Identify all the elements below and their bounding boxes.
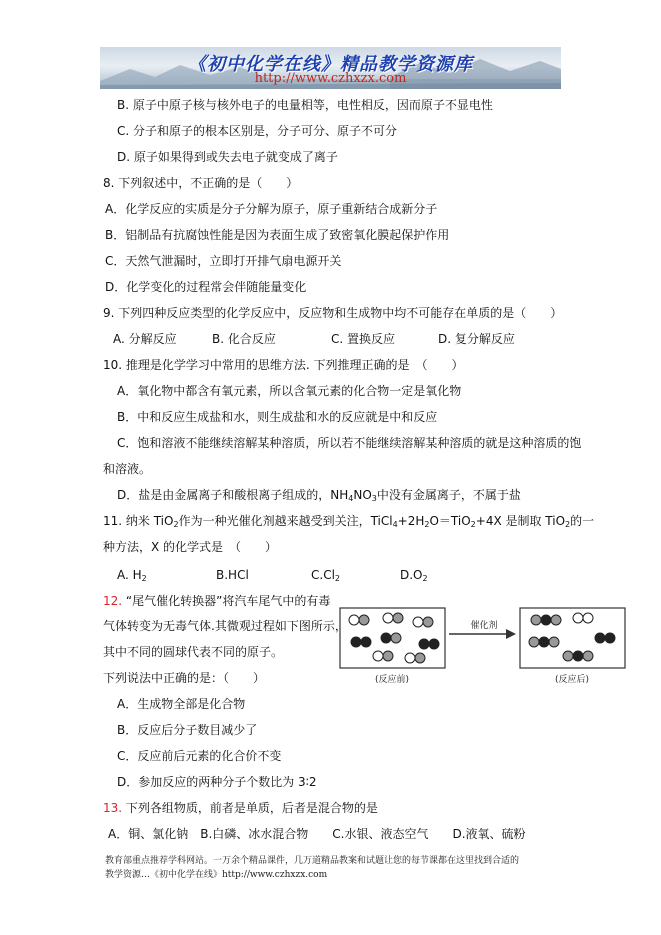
q11-option-a-text: A. H: [117, 568, 142, 582]
q7-option-c: C. 分子和原子的根本区别是，分子可分、原子不可分: [117, 124, 398, 138]
q10-option-c-line2: 和溶液。: [103, 462, 152, 476]
q11-option-a: [117, 567, 147, 587]
reaction-diagram: [338, 606, 630, 686]
q9-option-b: B. 化合反应: [212, 332, 276, 346]
q10-option-b: B．中和反应生成盐和水，则生成盐和水的反应就是中和反应: [117, 410, 438, 424]
after-label: (反应后): [554, 675, 590, 685]
q11-text: 作为一种光催化剂越来越受到关注，TiCl: [178, 514, 393, 528]
q9-option-d: D. 复分解反应: [438, 332, 515, 346]
q11-stem-line2: 种方法，X 的化学式是 （ ）: [103, 540, 278, 554]
subscript: 4: [348, 494, 354, 503]
q12-option-b: B．反应后分子数目减少了: [117, 723, 258, 737]
q8-option-d: D．化学变化的过程常会伴随能量变化: [105, 280, 307, 294]
q13-options: A．铜、氯化钠 B.白磷、冰水混合物 C.水银、液态空气 D.液氧、硫粉: [108, 827, 526, 841]
q12-option-c: C．反应前后元素的化合价不变: [117, 749, 282, 763]
q12-option-d: D．参加反应的两种分子个数比为 3∶2: [117, 775, 317, 789]
q11-text: +4X 是制取 TiO: [475, 514, 566, 528]
q11-option-d: [400, 567, 428, 587]
subscript: 3: [371, 494, 377, 503]
q10-option-c-line1: C．饱和溶液不能继续溶解某种溶质，所以若不能继续溶解某种溶质的就是这种溶质的饱: [117, 436, 582, 450]
q12-number: 12.: [103, 594, 123, 608]
reaction-diagram-svg: [338, 606, 630, 686]
arrow-label: 催化剂: [470, 621, 498, 631]
q10-option-d-text: 中没有金属离子，不属于盐: [376, 488, 521, 502]
q9-stem: 9. 下列四种反应类型的化学反应中，反应物和生成物中均不可能存在单质的是（ ）: [103, 306, 563, 320]
q11-text: O＝TiO: [429, 514, 471, 528]
subscript: 2: [141, 574, 147, 583]
q8-stem: 8. 下列叙述中，不正确的是（ ）: [103, 176, 299, 190]
subscript: 2: [565, 520, 571, 529]
footer-line2: 教学资源…《初中化学在线》http://www.czhxzx.com: [105, 870, 328, 880]
q10-option-a: A．氧化物中都含有氧元素，所以含氧元素的化合物一定是氧化物: [117, 384, 462, 398]
q12-stem-text: “尾气催化转换器”将汽车尾气中的有毒: [122, 594, 331, 608]
q9-option-a: A. 分解反应: [113, 332, 177, 346]
subscript: 2: [470, 520, 476, 529]
banner-url[interactable]: http://www.czhxzx.com: [254, 71, 407, 86]
q8-option-b: B．铝制品有抗腐蚀性能是因为表面生成了致密氧化膜起保护作用: [105, 228, 450, 242]
q7-option-d: D. 原子如果得到或失去电子就变成了离子: [117, 150, 338, 164]
q12-stem-line1: [103, 593, 330, 609]
subscript: 4: [392, 520, 398, 529]
q12-stem-line2: 气体转变为无毒气体.其微观过程如下图所示，: [103, 619, 347, 633]
footer-line1: 教育部重点推荐学科网站。一万余个精品课件，几万道精品教案和试题让您的每节课都在这里找到合适的: [105, 856, 520, 866]
q13-stem-text: 下列各组物质，前者是单质，后者是混合物的是: [122, 801, 378, 815]
q11-option-d-text: D.O: [400, 568, 423, 582]
q8-option-a: A．化学反应的实质是分子分解为原子，原子重新结合成新分子: [105, 202, 438, 216]
q7-option-b: B. 原子中原子核与核外电子的电量相等，电性相反，因而原子不显电性: [117, 98, 493, 112]
q9-option-c: C. 置换反应: [331, 332, 396, 346]
q10-option-d-text: NO: [353, 488, 372, 502]
q11-stem: [103, 513, 594, 533]
q11-option-c: [311, 567, 340, 587]
q11-text: +2H: [397, 514, 425, 528]
q11-text: 11. 纳米 TiO: [103, 514, 174, 528]
q12-stem-line4: 下列说法中正确的是：（ ）: [103, 671, 266, 685]
q10-option-d: [117, 487, 521, 507]
banner-title: 《初中化学在线》精品教学资源库: [188, 54, 473, 75]
q11-option-b: B.HCl: [216, 568, 249, 582]
subscript: 2: [334, 574, 340, 583]
q13-stem: [103, 800, 378, 816]
q12-stem-line3: 其中不同的圆球代表不同的原子。: [103, 645, 284, 659]
q12-option-a: A．生成物全部是化合物: [117, 697, 246, 711]
subscript: 2: [173, 520, 179, 529]
molecules-after: [529, 613, 615, 661]
subscript: 2: [422, 574, 428, 583]
arrow-head-icon: [506, 629, 516, 639]
q10-stem: 10. 推理是化学学习中常用的思维方法. 下列推理正确的是 （ ）: [103, 358, 464, 372]
before-label: (反应前): [374, 675, 410, 685]
q11-text: 的一: [570, 514, 595, 528]
subscript: 2: [424, 520, 430, 529]
q11-option-c-text: C.Cl: [311, 568, 335, 582]
molecules-before: [349, 613, 439, 663]
q13-number: 13.: [103, 801, 123, 815]
q10-option-d-text: D．盐是由金属离子和酸根离子组成的，NH: [117, 488, 349, 502]
header-banner: [100, 47, 561, 89]
q8-option-c: C．天然气泄漏时，立即打开排气扇电源开关: [105, 254, 342, 268]
